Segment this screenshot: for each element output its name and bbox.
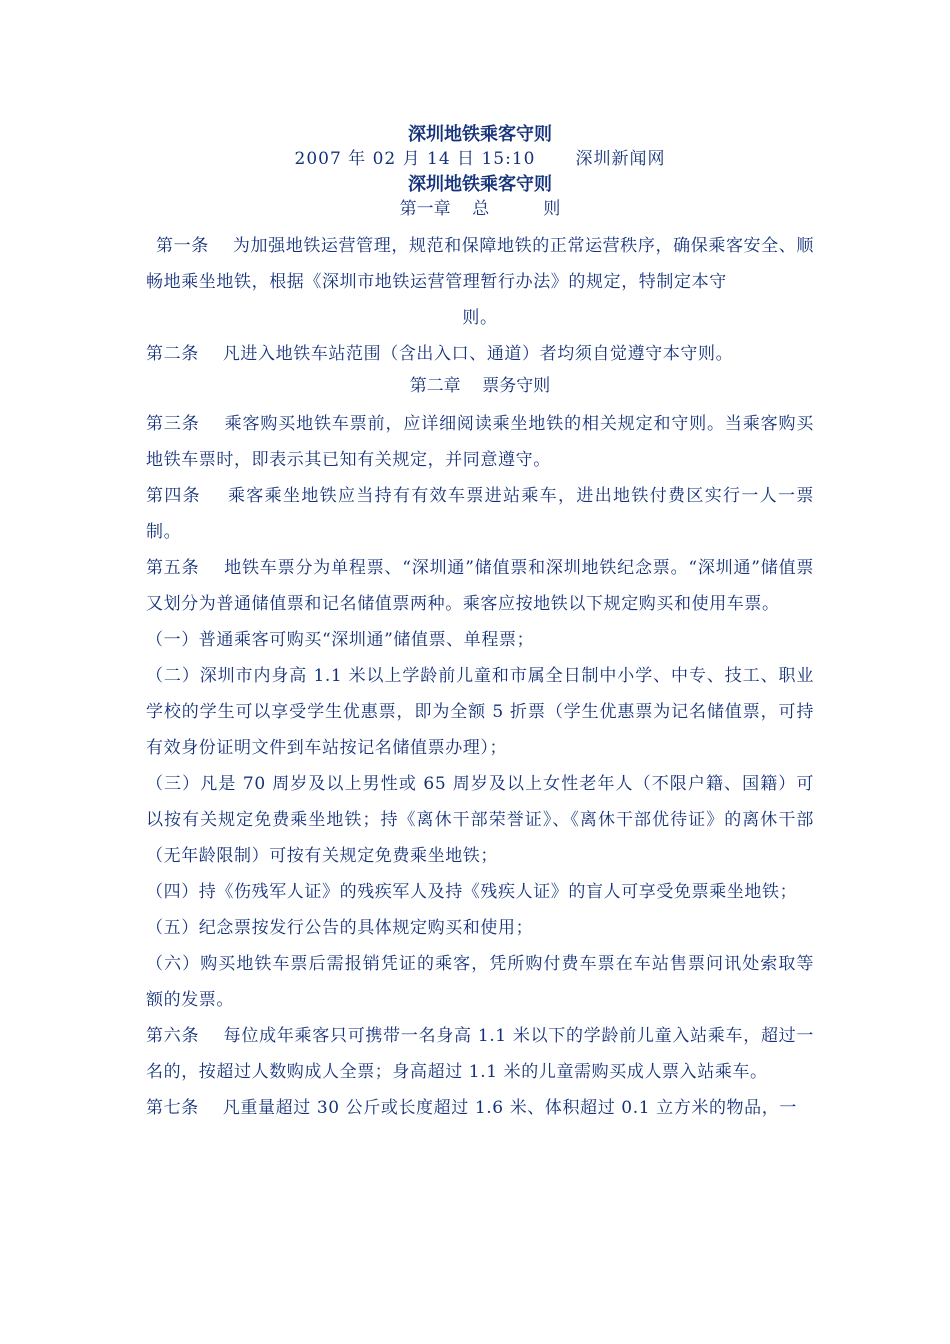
- publish-date: 2007 年 02 月 14 日 15:10: [294, 149, 536, 169]
- document-body: [146, 122, 814, 1126]
- publish-source: 深圳新闻网: [575, 149, 666, 169]
- article-5-item-4: （四）持《伤残军人证》的残疾军人及持《残疾人证》的盲人可享受免票乘坐地铁；: [146, 882, 798, 902]
- chapter-heading-1: 第一章 总 则: [399, 199, 561, 219]
- article-4: 第四条 乘客乘坐地铁应当持有有效车票进站乘车，进出地铁付费区实行一人一票制。: [146, 486, 814, 542]
- article-5-item-6: （六）购买地铁车票后需报销凭证的乘客，凭所购付费车票在车站售票问讯处索取等额的发票。: [146, 954, 814, 1010]
- article-1-end: 则。: [462, 308, 498, 328]
- article-6: 第六条 每位成年乘客只可携带一名身高 1.1 米以下的学龄前儿童入站乘车，超过一名的，按超过人数购成人全票；身高超过 1.1 米的儿童需购买成人票入站乘车。: [146, 1026, 814, 1082]
- document-title: 深圳地铁乘客守则: [408, 124, 552, 145]
- article-3: 第三条 乘客购买地铁车票前，应详细阅读乘坐地铁的相关规定和守则。当乘客购买地铁车票时，即表示其已知有关规定，并同意遵守。: [146, 414, 814, 470]
- chapter-heading-2: 第二章 票务守则: [409, 376, 551, 396]
- article-5-item-5: （五）纪念票按发行公告的具体规定购买和使用；: [146, 918, 534, 938]
- document-subtitle: 深圳地铁乘客守则: [408, 174, 552, 195]
- article-5: 第五条 地铁车票分为单程票、“深圳通”储值票和深圳地铁纪念票。“深圳通”储值票又划分为普通储值票和记名储值票两种。乘客应按地铁以下规定购买和使用车票。: [146, 558, 814, 614]
- article-2: 第二条 凡进入地铁车站范围（含出入口、通道）者均须自觉遵守本守则。: [146, 344, 734, 364]
- article-5-item-1: （一）普通乘客可购买“深圳通”储值票、单程票；: [146, 630, 535, 650]
- publish-meta: [146, 148, 814, 172]
- article-5-item-2: （二）深圳市内身高 1.1 米以上学龄前儿童和市属全日制中小学、中专、技工、职业学校的学生可以享受学生优惠票，即为全额 5 折票（学生优惠票为记名储值票，可持有效身份证明文件到车站按记名储值票办理）；: [146, 666, 814, 758]
- article-5-item-3: （三）凡是 70 周岁及以上男性或 65 周岁及以上女性老年人（不限户籍、国籍）可以按有关规定免费乘坐地铁；持《离休干部荣誉证》、《离休干部优待证》的离休干部（无年龄限制）可按有关规定免费乘坐地铁；: [146, 774, 814, 866]
- article-7: 第七条 凡重量超过 30 公斤或长度超过 1.6 米、体积超过 0.1 立方米的物品，一: [146, 1098, 797, 1118]
- article-1: 第一条 为加强地铁运营管理，规范和保障地铁的正常运营秩序，确保乘客安全、顺畅地乘坐地铁，根据《深圳市地铁运营管理暂行办法》的规定，特制定本守: [146, 236, 814, 292]
